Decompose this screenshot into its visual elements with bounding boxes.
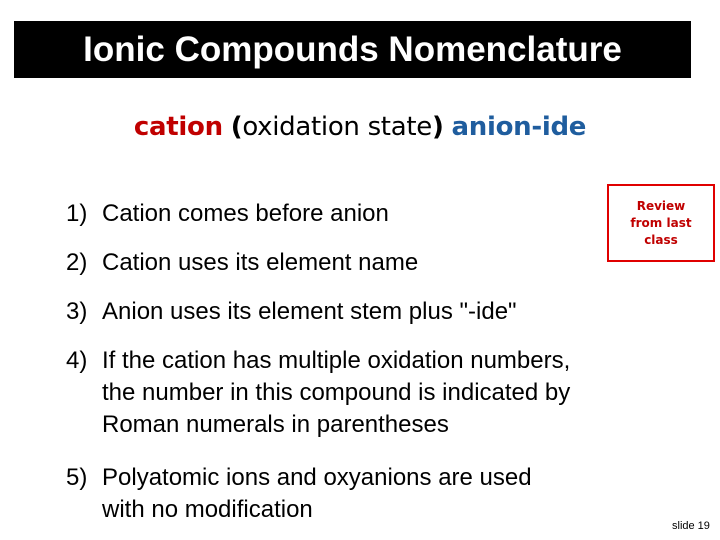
formula-cation: cation <box>133 112 223 142</box>
review-note-box <box>607 184 715 262</box>
rule-number: 2) <box>66 249 88 276</box>
review-note-text: Review from last class <box>630 198 692 247</box>
rule-number: 4) <box>66 347 88 374</box>
rule-text: Anion uses its element stem plus "-ide" <box>102 298 517 325</box>
rule-text-line: the number in this compound is indicated by <box>102 379 571 406</box>
formula-oxidation-state: oxidation state <box>242 112 432 142</box>
rule-text: Cation uses its element name <box>102 249 419 276</box>
rule-item-3 <box>66 296 517 328</box>
rule-number: 3) <box>66 298 88 325</box>
title-bar <box>14 21 691 78</box>
slide-number: slide 19 <box>672 520 710 532</box>
rule-number: 1) <box>66 200 88 227</box>
rule-text-line: Roman numerals in parentheses <box>102 411 449 438</box>
rule-text-line: with no modification <box>102 496 313 523</box>
rule-item-2 <box>66 247 418 279</box>
formula-close-paren: ) <box>431 112 444 142</box>
rule-text: Cation comes before anion <box>102 200 389 227</box>
rule-item-4 <box>66 345 570 441</box>
rule-text-line: If the cation has multiple oxidation numbers, <box>102 347 571 374</box>
rule-number: 5) <box>66 464 88 491</box>
naming-formula <box>0 112 720 142</box>
rule-item-5 <box>66 462 532 526</box>
rule-text-line: Polyatomic ions and oxyanions are used <box>102 464 532 491</box>
formula-open-paren: ( <box>230 112 243 142</box>
formula-anion: anion-ide <box>451 112 587 142</box>
rule-item-1 <box>66 198 389 230</box>
slide-title: Ionic Compounds Nomenclature <box>83 29 622 69</box>
